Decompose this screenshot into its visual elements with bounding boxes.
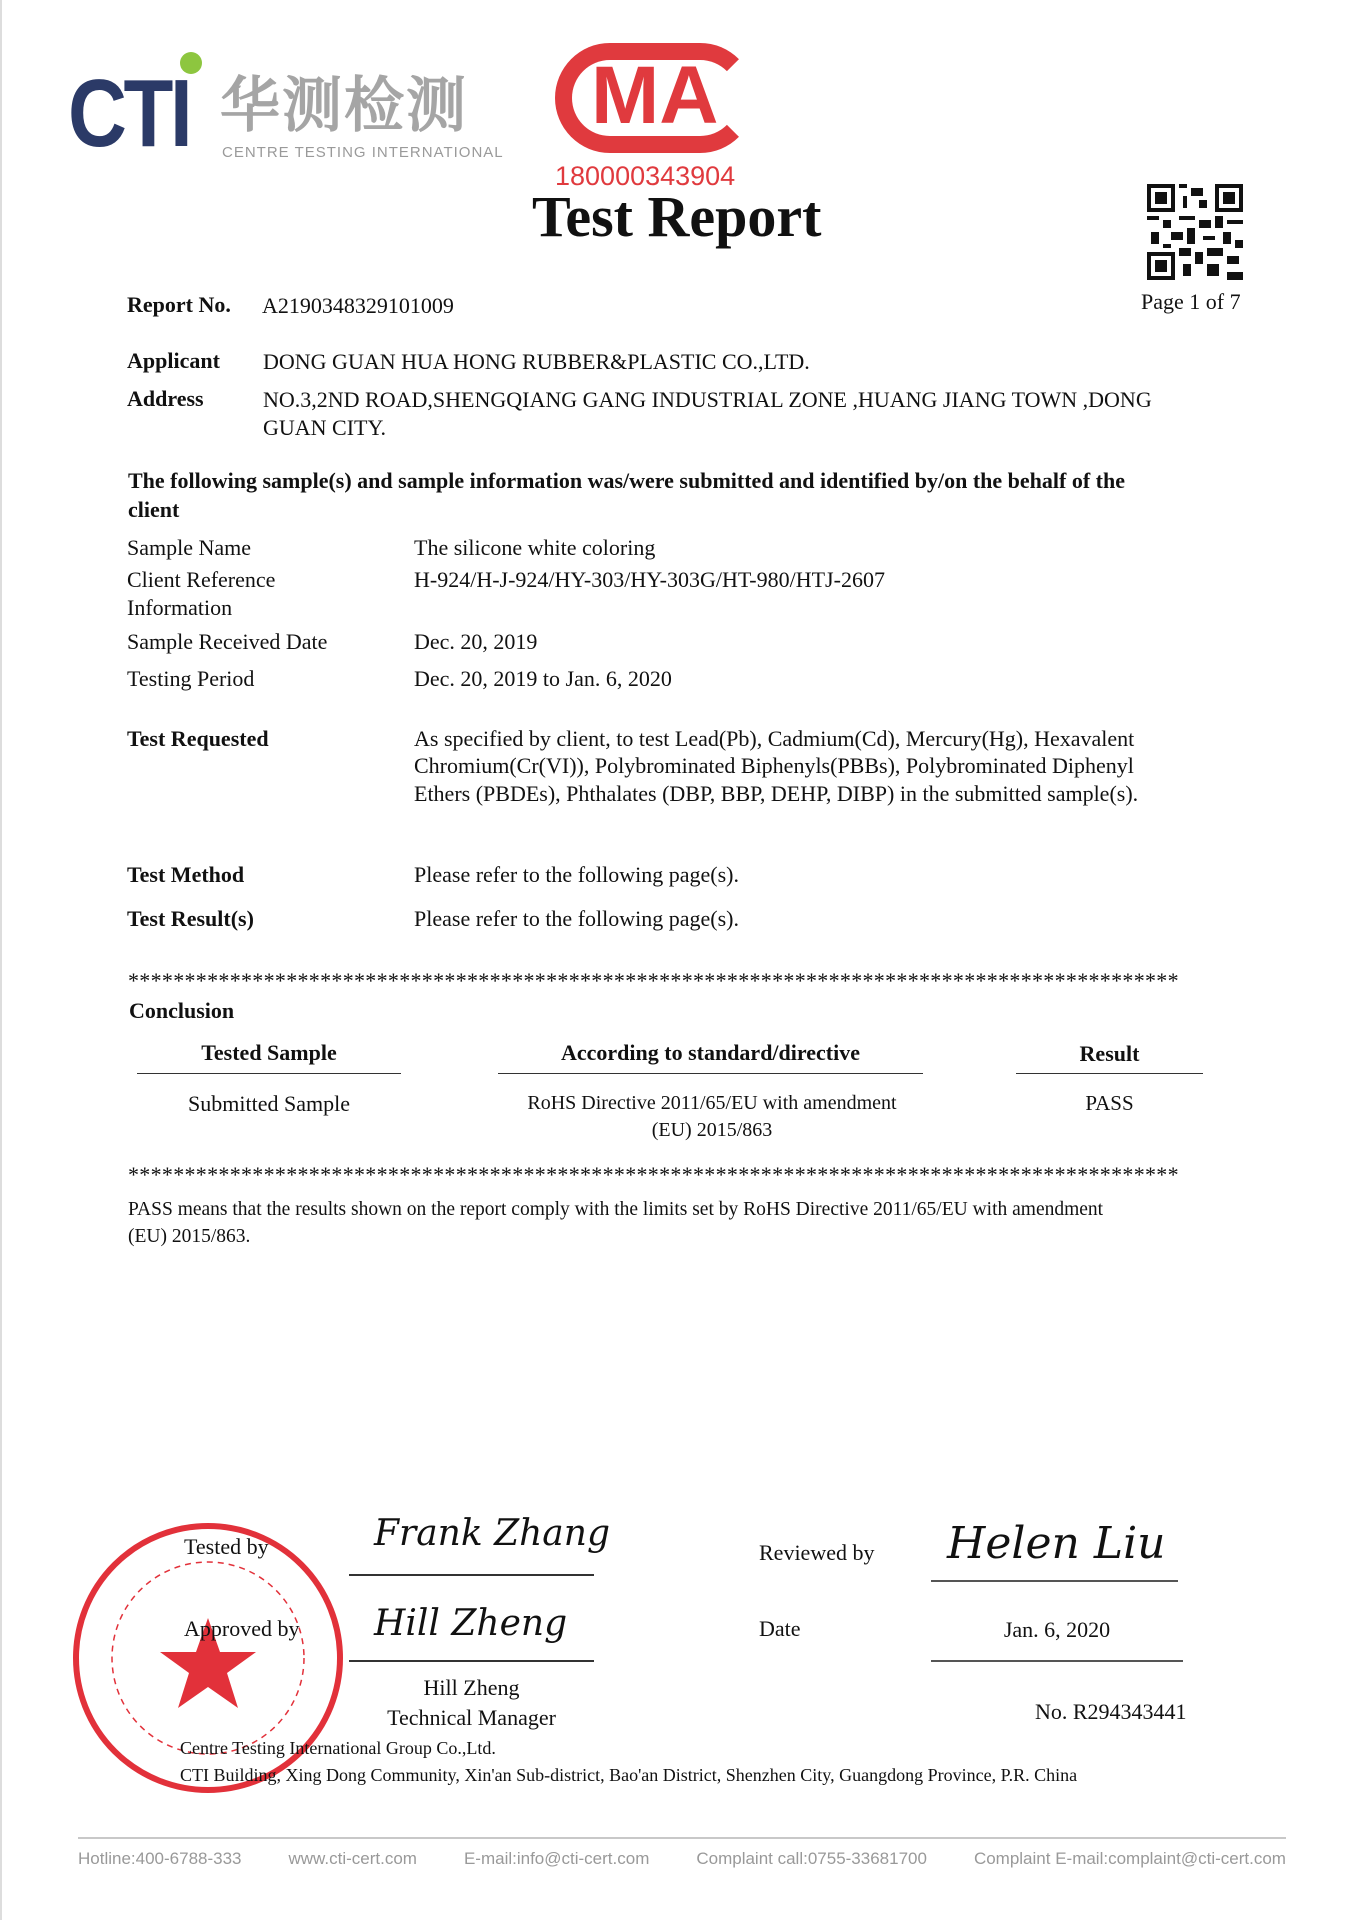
address-label: Address [127, 386, 204, 411]
pass-note-2: (EU) 2015/863. [128, 1226, 251, 1247]
applicant-label: Applicant [127, 348, 220, 373]
conclusion-header-sample: Tested Sample [201, 1040, 337, 1065]
footer-divider [78, 1837, 1286, 1839]
approver-name: Hill Zheng [423, 1675, 520, 1700]
received-label: Sample Received Date [127, 629, 328, 654]
qr-code-icon [1147, 184, 1243, 280]
method-label: Test Method [127, 862, 245, 887]
conclusion-row-standard-1: RoHS Directive 2011/65/EU with amendment [527, 1092, 897, 1114]
approver-title: Technical Manager [387, 1705, 556, 1730]
method-value: Please refer to the following page(s). [414, 862, 739, 887]
footer [78, 1849, 1286, 1869]
header-underline-standard [498, 1073, 923, 1074]
results-value: Please refer to the following page(s). [414, 906, 739, 931]
footer-complaint-call: Complaint call:0755-33681700 [696, 1849, 927, 1868]
client-ref-label-2: Information [127, 595, 233, 620]
intro-line-1: The following sample(s) and sample information was/were submitted and identified by/on the behalf of the [128, 468, 1125, 493]
tested-by-label: Tested by [184, 1534, 269, 1559]
approved-by-line [349, 1660, 594, 1662]
requested-line-2: Chromium(Cr(VI)), Polybrominated Biphenyls(PBBs), Polybrominated Diphenyl [414, 753, 1134, 778]
intro-line-2: client [128, 497, 180, 522]
cma-number: 180000343904 [555, 161, 736, 191]
footer-complaint-email[interactable]: Complaint E-mail:complaint@cti-cert.com [973, 1849, 1286, 1868]
results-label: Test Result(s) [127, 906, 254, 931]
tested-by-line [349, 1574, 594, 1576]
date-value: Jan. 6, 2020 [1003, 1617, 1111, 1642]
conclusion-header-standard: According to standard/directive [560, 1040, 860, 1065]
cti-logo [68, 52, 504, 167]
conclusion-row-sample: Submitted Sample [188, 1091, 350, 1116]
logo-cn-text: 华测检测 [220, 72, 468, 139]
header-underline-result [1016, 1073, 1203, 1074]
conclusion-row-standard-2: (EU) 2015/863 [651, 1119, 773, 1141]
page-number: Page 1 of 7 [1141, 289, 1241, 314]
footer-email[interactable]: E-mail:info@cti-cert.com [463, 1849, 650, 1868]
conclusion-header-result: Result [1079, 1041, 1140, 1066]
period-value: Dec. 20, 2019 to Jan. 6, 2020 [414, 666, 672, 691]
applicant-value: DONG GUAN HUA HONG RUBBER&PLASTIC CO.,LTD. [263, 349, 810, 374]
logo-cti-text: CTI [68, 60, 190, 167]
conclusion-title: Conclusion [129, 998, 235, 1023]
separator-bottom: ********************************************************************************************* [128, 1162, 1179, 1187]
page-title: Test Report [532, 184, 822, 249]
address-line-1: NO.3,2ND ROAD,SHENGQIANG GANG INDUSTRIAL ZONE ,HUANG JIANG TOWN ,DONG [263, 387, 1152, 412]
address-line-2: GUAN CITY. [263, 415, 387, 440]
requested-line-1: As specified by client, to test Lead(Pb), Cadmium(Cd), Mercury(Hg), Hexavalent [414, 726, 1135, 751]
requested-line-3: Ethers (PBDEs), Phthalates (DBP, BBP, DEHP, DIBP) in the submitted sample(s). [414, 781, 1139, 806]
conclusion-row-result: PASS [1085, 1091, 1134, 1115]
cma-logo [555, 43, 765, 193]
date-label: Date [759, 1616, 801, 1641]
reviewed-by-label: Reviewed by [759, 1540, 875, 1565]
date-line [931, 1660, 1183, 1662]
reviewed-by-line [931, 1580, 1178, 1582]
report-no-value: A2190348329101009 [262, 293, 454, 318]
approved-by-label: Approved by [184, 1616, 300, 1641]
client-ref-value: H-924/H-J-924/HY-303/HY-303G/HT-980/HTJ-2607 [414, 567, 885, 592]
certificate-number: No. R294343441 [1035, 1699, 1187, 1724]
approved-by-signature: Hill Zheng [374, 1603, 568, 1644]
client-ref-label-1: Client Reference [127, 567, 276, 592]
reviewed-by-signature: Helen Liu [947, 1518, 1166, 1569]
report-no-label: Report No. [127, 292, 231, 317]
separator-top: ********************************************************************************************* [128, 968, 1179, 993]
header-underline-sample [137, 1073, 401, 1074]
company-name: Centre Testing International Group Co.,Ltd. [180, 1738, 496, 1758]
received-value: Dec. 20, 2019 [414, 629, 538, 654]
cma-mark-text: MA [591, 50, 719, 141]
sample-name-value: The silicone white coloring [414, 535, 656, 560]
sample-name-label: Sample Name [127, 535, 252, 560]
footer-hotline: Hotline:400-6788-333 [78, 1849, 242, 1868]
company-address: CTI Building, Xing Dong Community, Xin'an Sub-district, Bao'an District, Shenzhen City, Guangdong Province, P.R. China [180, 1765, 1078, 1785]
footer-website[interactable]: www.cti-cert.com [288, 1849, 417, 1868]
pass-note-1: PASS means that the results shown on the report comply with the limits set by RoHS Directive 2011/65/EU with amendment [128, 1199, 1104, 1220]
period-label: Testing Period [127, 666, 255, 691]
tested-by-signature: Frank Zhang [374, 1513, 610, 1554]
requested-label: Test Requested [127, 726, 269, 751]
logo-sub-text: CENTRE TESTING INTERNATIONAL [222, 144, 504, 161]
